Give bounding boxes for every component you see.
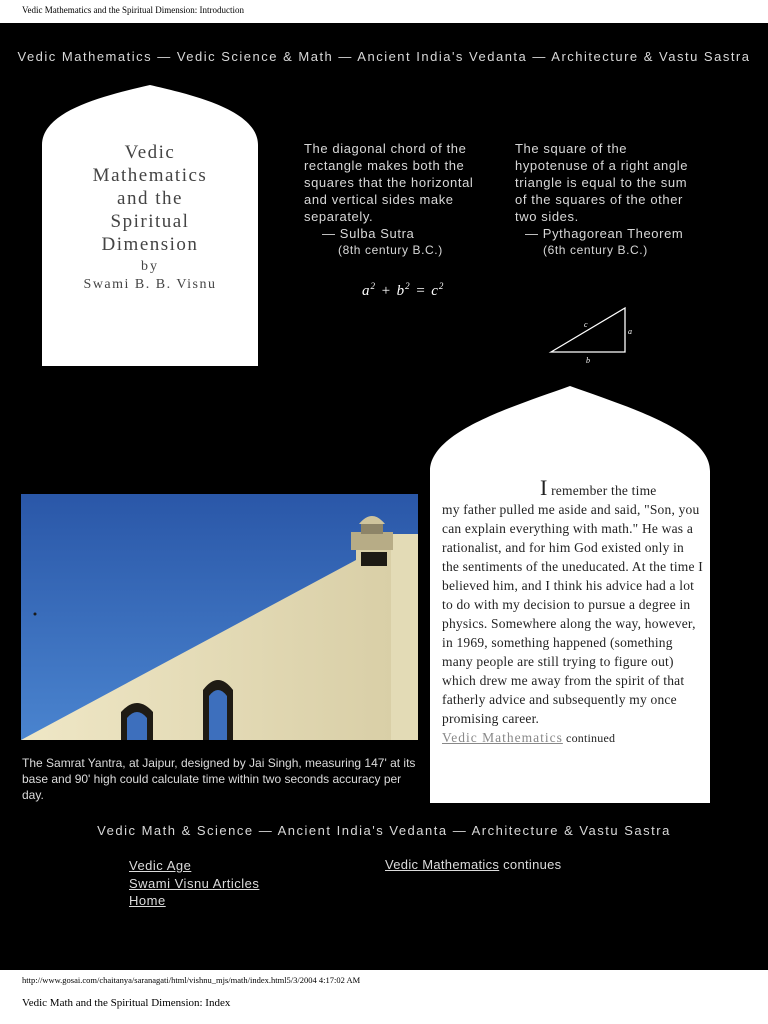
vedic-mathematics-continues-link[interactable]: Vedic Mathematics: [385, 857, 500, 872]
pythagorean-equation: $a^2 + b^2 = c^2$: [362, 281, 445, 299]
quote-sulba-sutra: [304, 140, 484, 259]
quote-sulba-attribution: — Sulba Sutra: [322, 226, 415, 241]
page-content: [0, 23, 768, 970]
bottom-navigation[interactable]: Vedic Math & Science — Ancient India's Vedanta — Architecture & Vastu Sastra: [97, 823, 671, 838]
title-block: [42, 141, 258, 293]
continues-label: continues: [499, 857, 562, 872]
story-first-line: remember the time: [547, 483, 657, 498]
link-vedic-age[interactable]: Vedic Age: [129, 858, 192, 873]
vedic-mathematics-link[interactable]: Vedic Mathematics: [442, 730, 563, 745]
continued-label: continued: [562, 731, 616, 745]
browser-footer-url: http://www.gosai.com/chaitanya/saranagati/html/vishnu_mjs/math/index.html5/3/2004 4:17:02 AM: [22, 975, 361, 985]
title-line-5: Dimension: [101, 234, 199, 255]
triangle-label-b: b: [586, 356, 590, 365]
browser-header-title: Vedic Mathematics and the Spiritual Dimension: Introduction: [22, 5, 244, 15]
link-swami-visnu-articles[interactable]: Swami Visnu Articles: [129, 875, 260, 891]
title-line-3: and the: [117, 188, 183, 209]
title-line-1: Vedic: [124, 142, 176, 163]
quote-pythagorean-text: The square of the hypotenuse of a right angle triangle is equal to the sum of the squares of the other two sides.: [515, 141, 689, 224]
next-page-title: Vedic Math and the Spiritual Dimension: Index: [22, 997, 231, 1009]
top-navigation[interactable]: Vedic Mathematics — Vedic Science & Math — Ancient India's Vedanta — Architecture & Vastu Sastra: [17, 49, 751, 64]
right-triangle-diagram: [548, 306, 638, 366]
link-home[interactable]: Home: [129, 893, 166, 908]
footer-links: [129, 857, 259, 910]
samrat-yantra-photo: [21, 494, 418, 740]
vedic-mathematics-continues: [385, 857, 561, 872]
quote-sulba-cite: (8th century B.C.): [338, 243, 443, 257]
author-name: Swami B. B. Visnu: [83, 277, 217, 292]
title-line-2: Mathematics: [92, 165, 208, 186]
story-body: my father pulled me aside and said, "Son, you can explain everything with math." He was a rationalist, and for him God existed only in the sentiments of the uneducated. At the time I believed him, and I think his advice had a lot to do with my decision to pursue a degree in physics. Somewhere along the way, however, in 1969, something happened (something many people are still trying to figure out) which drew me away from the spirit of that fatherly advice and subsequently my once promising career.: [442, 502, 703, 726]
title-line-4: Spiritual: [110, 211, 190, 232]
story-text: [442, 475, 704, 748]
quote-pythagorean: [515, 140, 695, 259]
drop-cap: I: [540, 475, 548, 500]
triangle-label-c: c: [584, 320, 588, 329]
quote-sulba-text: The diagonal chord of the rectangle makes both the squares that the horizontal and vertical sides make separately.: [304, 141, 474, 224]
photo-caption: The Samrat Yantra, at Jaipur, designed by Jai Singh, measuring 147' at its base and 90' high could calculate time within two seconds accuracy per day.: [22, 756, 416, 802]
quote-pythagorean-attribution: — Pythagorean Theorem: [525, 226, 684, 241]
triangle-label-a: a: [628, 327, 632, 336]
quote-pythagorean-cite: (6th century B.C.): [543, 243, 648, 257]
title-by: by: [141, 259, 159, 274]
